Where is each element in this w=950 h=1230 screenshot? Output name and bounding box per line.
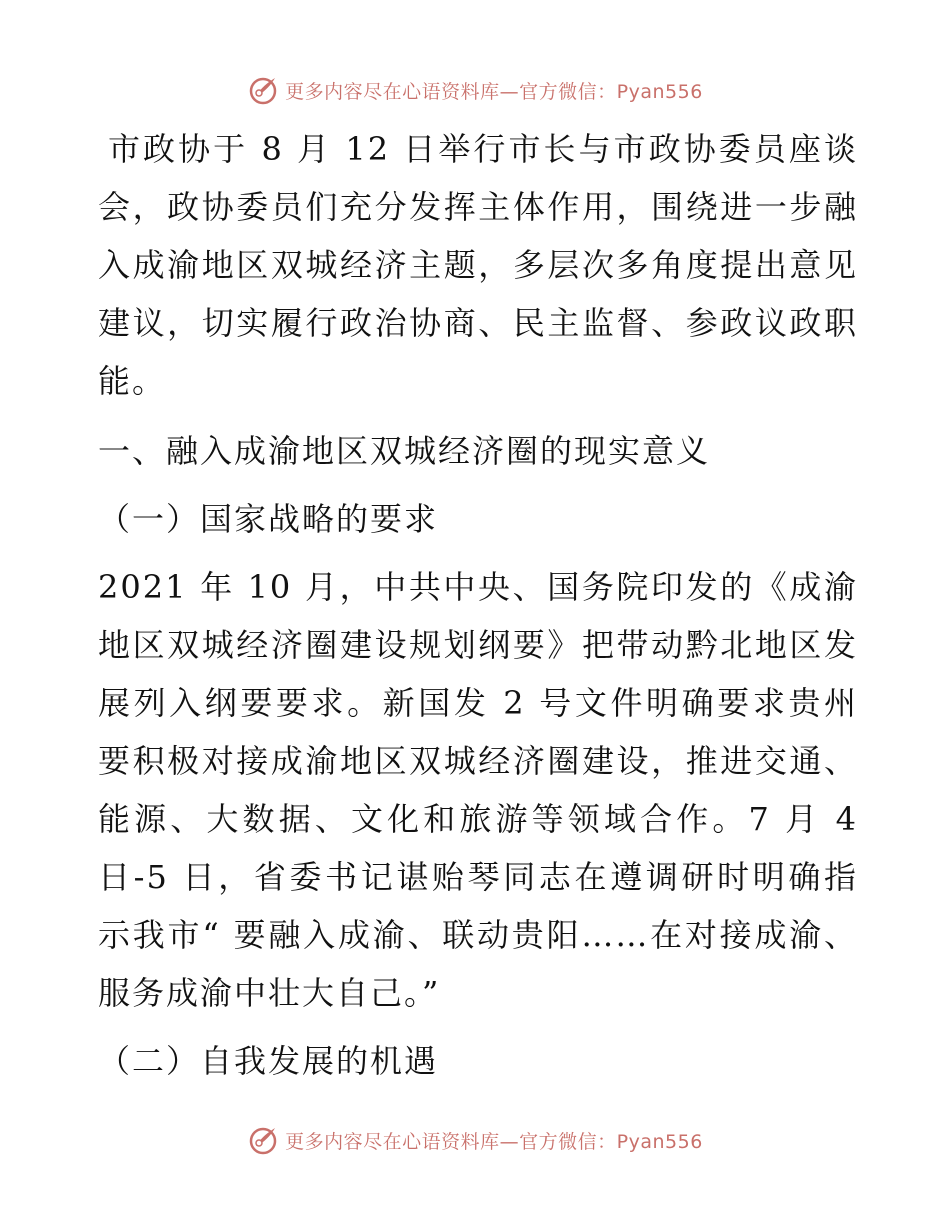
- watermark-text: 更多内容尽在心语资料库—官方微信：Pyan556: [285, 80, 703, 103]
- paragraph-1: 市政协于 8 月 12 日举行市长与市政协委员座谈会，政协委员们充分发挥主体作用，围绕进一步融入成渝地区双城经济主题，多层次多角度提出意见建议，切实履行政治协商、民主监督、参政议政职能。: [98, 130, 858, 400]
- feather-seal-icon: [247, 74, 279, 106]
- subheading-1: （一）国家战略的要求: [98, 500, 439, 538]
- section-heading-1: 一、融入成渝地区双城经济圈的现实意义: [98, 432, 711, 470]
- subheading-2: （二）自我发展的机遇: [98, 1042, 439, 1080]
- footer-watermark: [0, 1120, 950, 1160]
- document-body: [98, 120, 858, 1090]
- watermark-text: 更多内容尽在心语资料库—官方微信：Pyan556: [285, 1130, 703, 1153]
- paragraph-2: 2021 年 10 月，中共中央、国务院印发的《成渝地区双城经济圈建设规划纲要》把带动黔北地区发展列入纲要要求。新国发 2 号文件明确要求贵州要积极对接成渝地区双城经济圈建设，推进交通、能源、大数据、文化和旅游等领域合作。7 月 4 日-5 日，省委书记谌贻琴同志在遵调研时明确指示我市“ 要融入成渝、联动贵阳……在对接成渝、服务成渝中壮大自己。”: [98, 568, 858, 1012]
- feather-seal-icon: [247, 1124, 279, 1156]
- header-watermark: [0, 70, 950, 110]
